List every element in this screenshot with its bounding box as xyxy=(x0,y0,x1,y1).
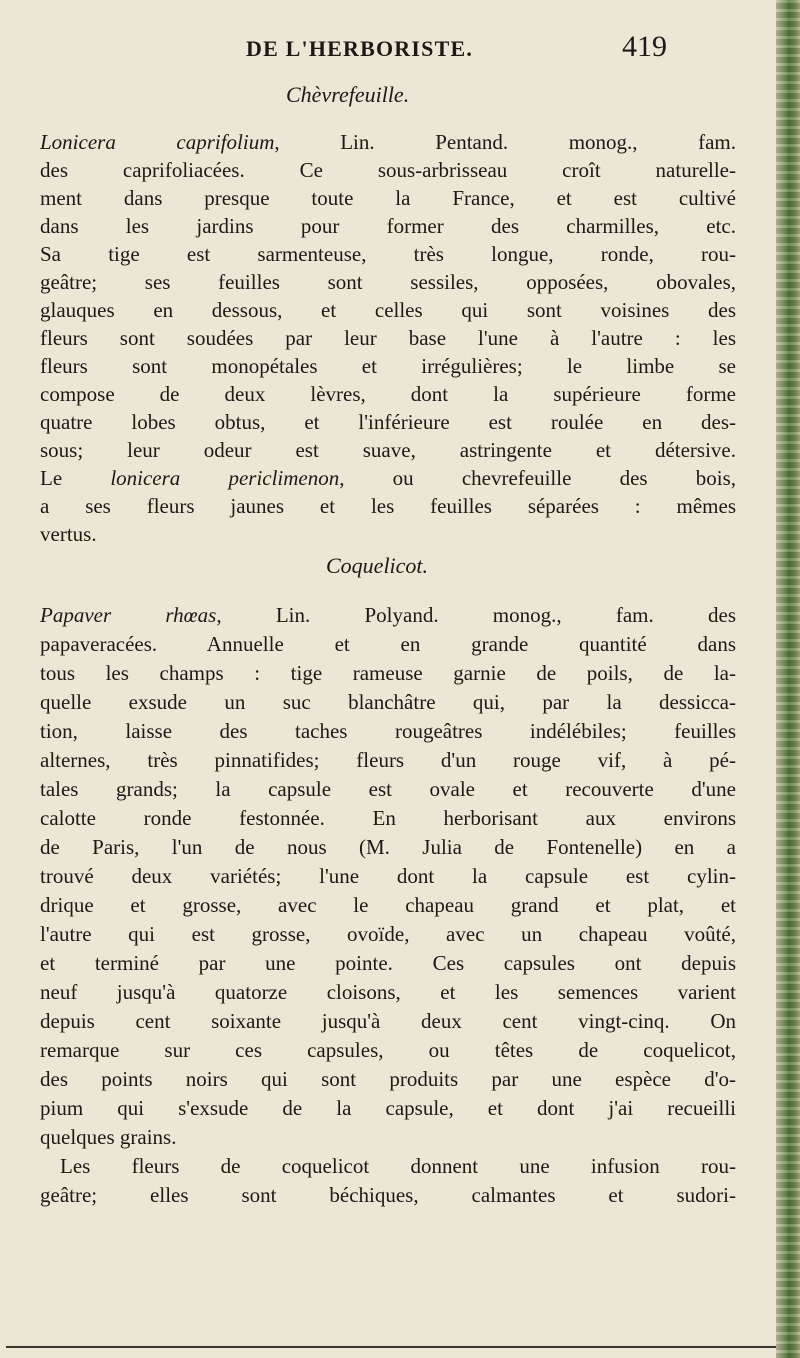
text-line: neuf jusqu'à quatorze cloisons, et les semences varient xyxy=(40,980,736,1004)
section-title: Chèvrefeuille. xyxy=(286,82,410,107)
text-line: papaveracées. Annuelle et en grande quantité dans xyxy=(40,632,736,656)
text-line: vertus. xyxy=(40,522,97,546)
text-line: et terminé par une pointe. Ces capsules ont depuis xyxy=(40,951,736,975)
text-line: depuis cent soixante jusqu'à deux cent vingt-cinq. On xyxy=(40,1009,736,1033)
text-line: compose de deux lèvres, dont la supérieure forme xyxy=(40,382,736,406)
text-line: des caprifoliacées. Ce sous-arbrisseau croît naturelle- xyxy=(40,158,736,182)
text-line: Lonicera caprifolium, Lin. Pentand. monog., fam. xyxy=(40,130,736,154)
scan-edge xyxy=(776,0,800,1358)
text-line: Sa tige est sarmenteuse, très longue, ronde, rou- xyxy=(40,242,736,266)
text-line: Les fleurs de coquelicot donnent une infusion rou- xyxy=(60,1154,736,1178)
text-line: sous; leur odeur est suave, astringente et détersive. xyxy=(40,438,736,462)
text-line: l'autre qui est grosse, ovoïde, avec un chapeau voûté, xyxy=(40,922,736,946)
text-line: de Paris, l'un de nous (M. Julia de Fontenelle) en a xyxy=(40,835,736,859)
text-line: calotte ronde festonnée. En herborisant aux environs xyxy=(40,806,736,830)
text-line: geâtre; elles sont béchiques, calmantes et sudori- xyxy=(40,1183,736,1207)
text-line: glauques en dessous, et celles qui sont voisines des xyxy=(40,298,736,322)
text-line: pium qui s'exsude de la capsule, et dont j'ai recueilli xyxy=(40,1096,736,1120)
text-line: fleurs sont monopétales et irrégulières; le limbe se xyxy=(40,354,736,378)
text-line: Papaver rhœas, Lin. Polyand. monog., fam. des xyxy=(40,603,736,627)
text-line: drique et grosse, avec le chapeau grand et plat, et xyxy=(40,893,736,917)
text-line: dans les jardins pour former des charmilles, etc. xyxy=(40,214,736,238)
text-line: alternes, très pinnatifides; fleurs d'un rouge vif, à pé- xyxy=(40,748,736,772)
text-line: tales grands; la capsule est ovale et recouverte d'une xyxy=(40,777,736,801)
text-line: fleurs sont soudées par leur base l'une à l'autre : les xyxy=(40,326,736,350)
text-line: trouvé deux variétés; l'une dont la capsule est cylin- xyxy=(40,864,736,888)
text-line: tous les champs : tige rameuse garnie de poils, de la- xyxy=(40,661,736,685)
text-line: des points noirs qui sont produits par une espèce d'o- xyxy=(40,1067,736,1091)
section-title: Coquelicot. xyxy=(326,553,429,578)
text-line: ment dans presque toute la France, et est cultivé xyxy=(40,186,736,210)
running-head: DE L'HERBORISTE. xyxy=(246,36,474,61)
page-header xyxy=(0,30,776,70)
text-line: quelques grains. xyxy=(40,1125,177,1149)
text-line: remarque sur ces capsules, ou têtes de coquelicot, xyxy=(40,1038,736,1062)
text-line: quelle exsude un suc blanchâtre qui, par la dessicca- xyxy=(40,690,736,714)
text-line: tion, laisse des taches rougeâtres indélébiles; feuilles xyxy=(40,719,736,743)
text-line: a ses fleurs jaunes et les feuilles séparées : mêmes xyxy=(40,494,736,518)
page-bottom-rule xyxy=(6,1346,776,1348)
text-line: quatre lobes obtus, et l'inférieure est roulée en des- xyxy=(40,410,736,434)
text-line: geâtre; ses feuilles sont sessiles, opposées, obovales, xyxy=(40,270,736,294)
text-line: Le lonicera periclimenon, ou chevrefeuille des bois, xyxy=(40,466,736,490)
page-number: 419 xyxy=(622,30,667,63)
